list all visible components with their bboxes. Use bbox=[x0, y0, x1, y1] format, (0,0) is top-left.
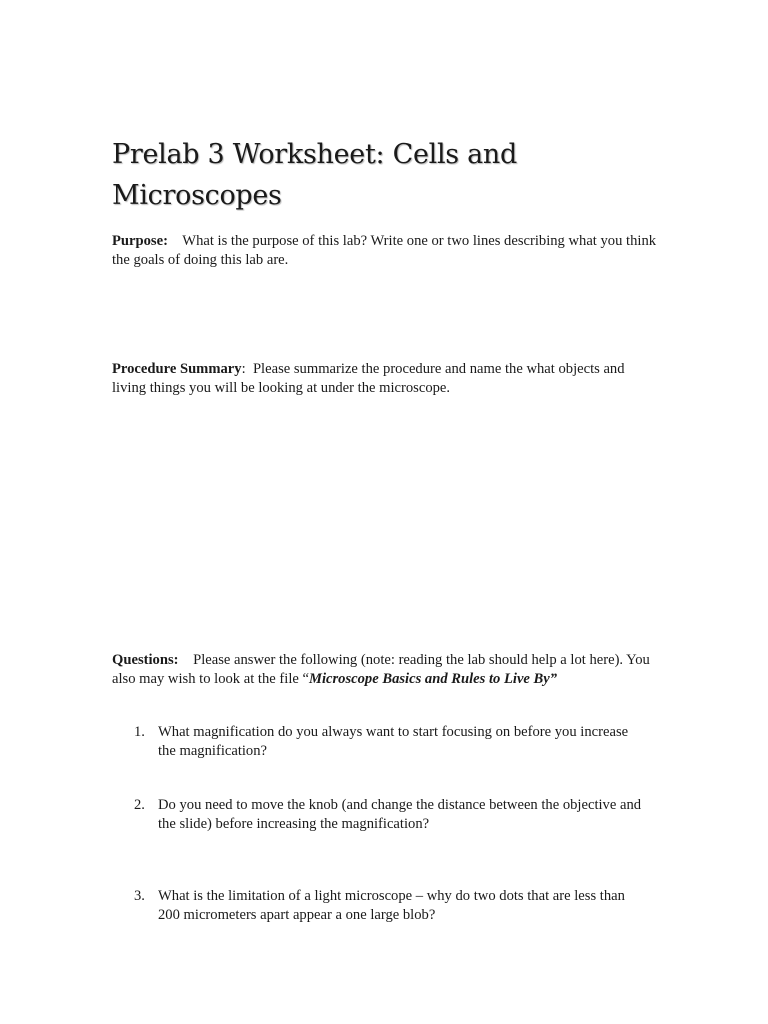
question-number: 2. bbox=[134, 797, 145, 813]
procedure-text: Please summarize the procedure and name the what objects and living things you will be looking at under the microscope. bbox=[112, 361, 625, 396]
purpose-label: Purpose: bbox=[112, 233, 168, 249]
question-text: Do you need to move the knob (and change the distance between the objective and the slide) before increasing the magnification? bbox=[158, 797, 642, 832]
procedure-label: Procedure Summary bbox=[112, 361, 242, 377]
questions-text: Please answer the following (note: reading the lab should help a lot here). You also may wish to look at the file “ bbox=[112, 652, 650, 687]
purpose-section bbox=[112, 232, 657, 269]
questions-file-name: Microscope Basics and Rules to Live By” bbox=[308, 670, 558, 687]
question-text: What is the limitation of a light microscope – why do two dots that are less than 200 micrometers apart appear a one large blob? bbox=[158, 888, 625, 923]
worksheet-title: Prelab 3 Worksheet: Cells and Microscopes bbox=[112, 139, 518, 211]
procedure-section bbox=[112, 360, 657, 397]
questions-label: Questions: bbox=[112, 652, 179, 668]
question-number: 3. bbox=[134, 888, 145, 904]
question-number: 1. bbox=[134, 724, 145, 740]
purpose-text: What is the purpose of this lab? Write one or two lines describing what you think the goals of doing this lab are. bbox=[112, 233, 657, 268]
questions-section bbox=[112, 651, 657, 688]
question-text: What magnification do you always want to start focusing on before you increase the magnification? bbox=[158, 724, 629, 759]
procedure-colon: : bbox=[241, 361, 246, 377]
